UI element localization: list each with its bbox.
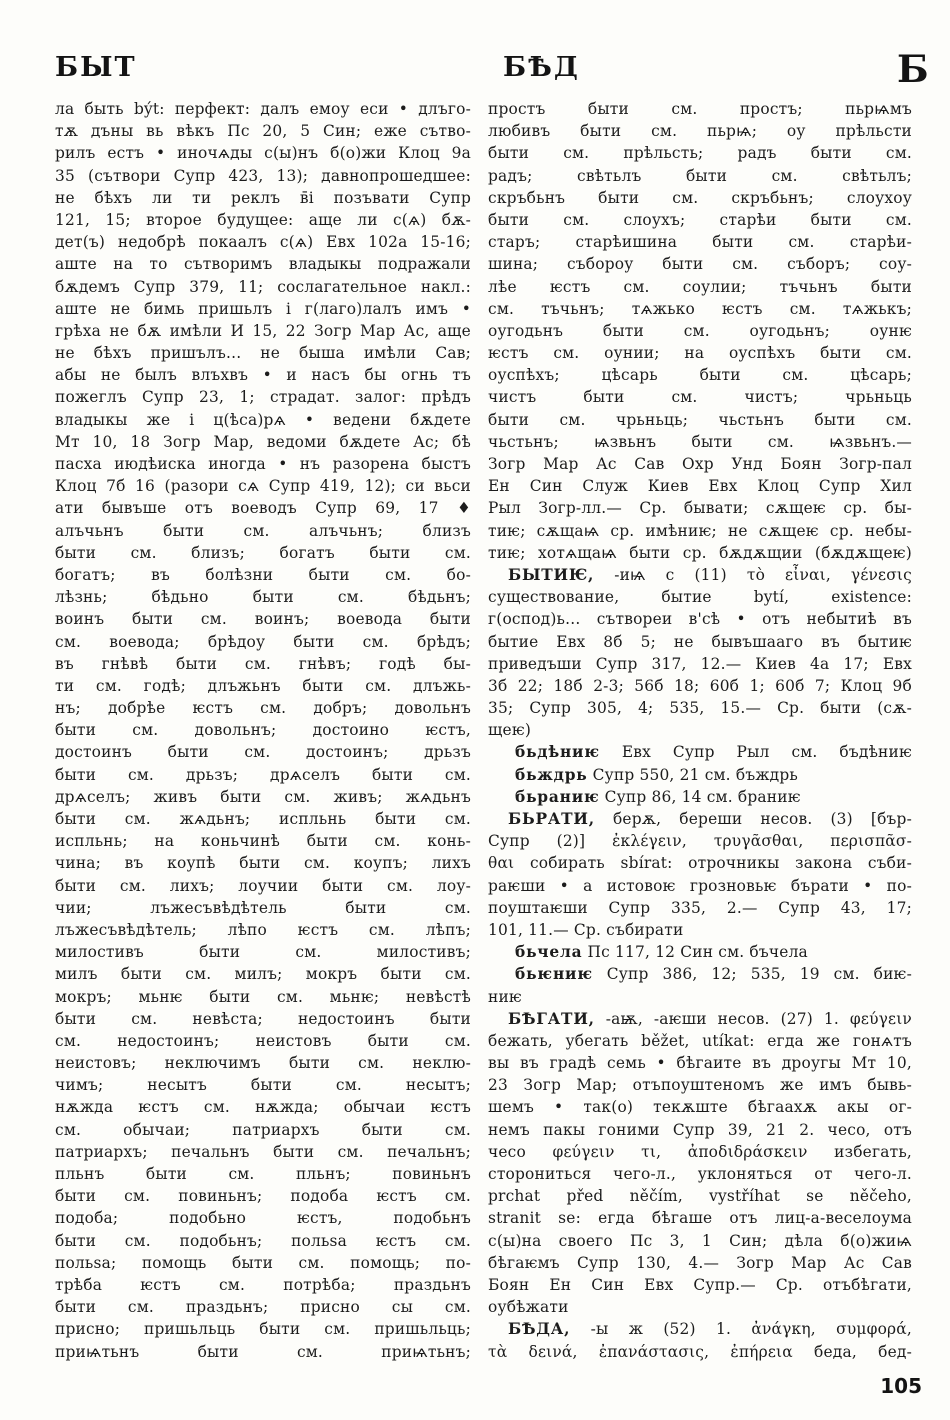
text-line: prchat před něčím, vystříhat se něčeho, — [488, 1187, 912, 1206]
text-line: алъчьнъ быти см. алъчьнъ; близъ — [55, 521, 471, 540]
text-line: достоинъ быти см. достоинъ; дрьзъ — [55, 743, 471, 762]
text-line: скръбьнъ быти см. скръбьнъ; слоухоу — [488, 188, 912, 207]
text-line: мокръ; мьнѥ быти см. мьнѥ; невѣстѣ — [55, 987, 471, 1006]
text-line: ти см. годѣ; длъжьнъ быти см. длъжь- — [55, 676, 471, 695]
text-line: радъ; свѣтьлъ быти см. свѣтьлъ; — [488, 166, 912, 185]
headword: БѢГАТИ, — [508, 1009, 595, 1028]
text-line: stranit se: егда бѣгаше отъ лиц-а-веселоума — [488, 1209, 912, 1228]
text-line: БЬРАТИ, берѫ, береши несов. (3) [бър- — [508, 810, 912, 828]
text-line: шина; събороу быти см. съборъ; соу- — [488, 255, 912, 274]
text-line: грѣха не бѫ имѣли И 15, 22 Зогр Мар Ас, аще — [55, 321, 471, 340]
text-line: поуштаѥши Супр 335, 2.— Супр 43, 17; — [488, 898, 912, 917]
text-line: быти см. чрьньць; чьстьнъ быти см. — [488, 410, 912, 429]
text-line: любивъ быти см. пьрѩ; оу прѣльсти — [488, 122, 912, 141]
headword: бьчела — [515, 943, 583, 962]
text-line: сторониться чего-л., уклоняться от чего-л. — [488, 1165, 912, 1183]
headword: БѢДА, — [508, 1320, 571, 1339]
text-line: нѫжда ѥстъ см. нѫжда; обычаи ѥстъ — [55, 1098, 471, 1117]
text-line: пасха июдѣиска иногда • нъ разорена быстъ — [55, 455, 471, 473]
text-line: шемъ • так(о) текѫште бѣгаахѫ акы ог- — [488, 1098, 912, 1117]
text-line: щеѥ) — [488, 721, 532, 740]
guide-word-left: БЫТ — [55, 52, 137, 83]
text-line: с(ы)на своего Пс 3, 1 Син; дѣла б(о)жиѩ — [488, 1231, 912, 1250]
headword: бьждрь — [515, 765, 588, 784]
headword: бьѥниѥ — [515, 965, 593, 984]
text-line: бѫдемъ Супр 379, 11; сослагательное накл.: — [55, 277, 471, 296]
text-line: раѥши • а истовоѥ грозновьѥ бърати • по- — [488, 876, 912, 895]
text-line: лѣзнь; бѣдьно быти см. бѣдьнъ; — [55, 588, 471, 607]
text-line: патриархъ; печальнъ быти см. печальнъ; — [55, 1142, 471, 1161]
text-line: быти см. близъ; богатъ быти см. — [55, 543, 471, 562]
text-line: владыкы же і ц(ѣса)рѧ • ведени бѫдете — [55, 410, 471, 429]
headword: бьраниѥ — [515, 787, 600, 806]
text-line: испльнь; на коньчинѣ быти см. конь- — [55, 832, 471, 851]
text-line: не бѣхъ ли ти реклъ в̄і позъвати Супр — [55, 188, 471, 207]
text-line: Ен Син Служ Киев Евх Клоц Супр Хил — [488, 477, 912, 496]
text-line: не бѣхъ пришълъ... не быша имѣли Сав; — [55, 344, 471, 363]
headword: бьдѣниѥ — [515, 743, 600, 762]
text-line: въ гнѣвѣ быти см. гнѣвъ; годѣ бы- — [55, 654, 471, 673]
text-line: Мт 10, 18 Зогр Мар, ведоми бѫдете Ас; бѣ — [55, 432, 471, 451]
text-line: милъ быти см. милъ; мокръ быти см. — [55, 965, 471, 984]
section-letter: Б — [897, 47, 929, 91]
text-line: бежать, убегать běžet, utíkat: егда же гонѧтъ — [488, 1031, 912, 1050]
text-line: присно; пришьльць быти см. пришьльць; — [55, 1320, 471, 1339]
left-text-column — [55, 98, 471, 1363]
text-line: подоба; подобьно ѥстъ, подобьнъ — [55, 1209, 471, 1228]
text-line: 23 Зогр Мар; отъпоуштеномъ же имъ бывь- — [488, 1076, 912, 1095]
text-line: чии; лъжесъвѣдѣтель быти см. — [55, 898, 471, 917]
text-line: дет(ъ) недобрѣ покаалъ с(ѧ) Евх 102а 15-16; — [55, 233, 471, 252]
text-line: БѢДА, -ы ж (52) 1. ἀνάγκη, συμφορά, — [508, 1320, 912, 1339]
text-line: быти см. жѧдьнъ; испльнь быти см. — [55, 810, 471, 828]
text-line: бытие Евх 8б 5; не бывъшааго въ бытиѥ — [488, 632, 912, 651]
text-line: θαι собирать sbírat: отрочникы закона съби- — [488, 854, 912, 873]
page-number: 105 — [880, 1374, 922, 1398]
text-line: трѣба ѥстъ см. потрѣба; праздьнъ — [55, 1275, 471, 1294]
text-line: немъ пакы гоними Супр 39, 21 2. чесо, отъ — [488, 1120, 912, 1139]
text-line: оуспѣхъ; цѣсарь быти см. цѣсарь; — [488, 366, 912, 385]
text-line: старъ; старѣишина быти см. старѣи- — [488, 233, 912, 252]
text-line: приѩтьнъ быти см. приѩтьнъ; — [55, 1342, 471, 1361]
headword: БЫТИѤ, — [508, 565, 595, 584]
text-line: оугодьнъ быти см. оугодьнъ; оунѥ — [488, 321, 912, 340]
text-line: дрѧселъ; живъ быти см. живъ; жѧдьнъ — [55, 787, 471, 806]
text-line: БЫТИѤ, -иѩ с (11) τὸ εἶναι, γένεσις — [508, 565, 912, 584]
text-line: 35; Супр 305, 4; 535, 15.— Ср. быти (сѫ- — [488, 699, 912, 718]
text-line: быти см. невѣста; недостоинъ быти — [55, 1009, 471, 1028]
text-line: чина; въ коупѣ быти см. коупъ; лихъ — [55, 854, 471, 873]
text-line: см. недостоинъ; неистовъ быти см. — [55, 1031, 471, 1050]
text-line: Рыл Зогр-лл.— Ср. бывати; сѫщеѥ ср. бы- — [488, 499, 912, 518]
text-line: быти см. повиньнъ; подоба ѥстъ см. — [55, 1187, 471, 1206]
headword: БЬРАТИ, — [508, 810, 595, 828]
text-line: тѫ дъны вь вѣкъ Пс 20, 5 Син; еже сътво- — [55, 122, 471, 141]
text-line: Зогр Мар Ас Сав Охр Унд Боян Зогр-пал — [488, 455, 912, 473]
text-line: бьчела Пс 117, 12 Син см. бъчела — [515, 943, 808, 962]
text-line: быти см. довольнъ; достоино ѥстъ, — [55, 721, 471, 740]
text-line: чесо φεύγειν τι, ἀποδιδράσκειν избегать, — [488, 1142, 912, 1161]
text-line: оубѣжати — [488, 1298, 569, 1317]
text-line: пожеглъ Супр 23, 1; страдат. залог: прѣдъ — [55, 388, 471, 407]
text-line: аште не бимь пришьлъ і г(лаго)лалъ имъ • — [55, 299, 471, 318]
text-line: см. обычаи; патриархъ быти см. — [55, 1120, 471, 1139]
text-line: бѣгаѥмъ Супр 130, 4.— Зогр Мар Ас Сав — [488, 1253, 912, 1272]
text-line: БѢГАТИ, -аѭ, -аѥши несов. (27) 1. φεύγειν — [508, 1009, 912, 1028]
text-line: бьдѣниѥ Евх Супр Рыл см. бъдѣниѥ — [515, 743, 912, 762]
text-line: существование, бытие bytí, existence: — [488, 588, 912, 607]
text-line: быти см. прѣльсть; радъ быти см. — [488, 144, 912, 163]
text-line: чимъ; несытъ быти см. несытъ; — [55, 1076, 471, 1095]
text-line: 101, 11.— Ср. събирати — [488, 920, 684, 939]
text-line: рилъ естъ • иночѧды с(ы)нъ б(о)жи Клоц 9а — [55, 144, 471, 163]
text-line: быти см. праздьнъ; присно сы см. — [55, 1298, 471, 1317]
text-line: быти см. подобьнъ; польѕа ѥстъ см. — [55, 1231, 471, 1250]
text-line: 121, 15; второе будущее: аще ли с(ѧ) бѫ- — [55, 210, 471, 229]
text-line: Супр (2)] ἐκλέγειν, τρυγᾶσθαι, περισπᾶσ- — [488, 832, 912, 851]
text-line: приведъши Супр 317, 12.— Киев 4а 17; Евх — [488, 654, 912, 673]
text-line: пльнъ быти см. пльнъ; повиньнъ — [55, 1165, 471, 1183]
text-line: ла быть být: перфект: далъ емоу еси • длъго- — [55, 100, 471, 118]
text-line: польѕа; помощь быти см. помощь; по- — [55, 1253, 471, 1272]
text-line: быти см. слоухъ; старѣи быти см. — [488, 210, 912, 229]
text-line: тиѥ; хотѧщаѩ быти ср. бѫдѫщии (бѫдѫщеѥ) — [488, 543, 912, 562]
text-line: бьждрь Супр 550, 21 см. бъждрь — [515, 765, 798, 784]
text-line: 3б 22; 18б 2-3; 56б 18; 60б 1; 60б 7; Клоц 9б — [488, 676, 912, 695]
text-line: вы въ градѣ семь • бѣгаите въ дроугы Мт 10, — [488, 1054, 912, 1073]
text-line: Боян Ен Син Евх Супр.— Ср. отъбѣгати, — [488, 1275, 912, 1294]
text-line: ѥстъ см. оунии; на оуспѣхъ быти см. — [488, 344, 912, 363]
text-line: нъ; добрѣе ѥстъ см. добръ; довольнъ — [55, 699, 471, 718]
text-line: Клоц 7б 16 (разори сѧ Супр 419, 12); си вьси — [55, 477, 471, 496]
text-line: чьстьнъ; ѩзвьнъ быти см. ѩзвьнъ.— — [488, 432, 912, 451]
text-line: 35 (сътвори Супр 423, 13); давнопрошедшее: — [55, 166, 471, 185]
text-line: см. тъчьнъ; тѧжько ѥстъ см. тѧжькъ; — [488, 299, 912, 318]
text-line: ати бывъше отъ воеводъ Супр 69, 17 ♦ — [55, 499, 471, 518]
text-line: чистъ быти см. чистъ; чрьньць — [488, 388, 912, 407]
text-line: быти см. лихъ; лоучии быти см. лоу- — [55, 876, 471, 895]
text-line: лъжесъвѣдѣтель; лѣпо ѥстъ см. лѣпъ; — [55, 920, 471, 939]
text-line: простъ быти см. простъ; пьрѩмъ — [488, 100, 912, 118]
text-line: воинъ быти см. воинъ; воевода быти — [55, 610, 471, 629]
right-text-column — [488, 98, 912, 1363]
text-line: бьѥниѥ Супр 386, 12; 535, 19 см. биѥ- — [515, 965, 912, 984]
text-line: ниѥ — [488, 987, 522, 1006]
text-line: г(оспод)ь... сътвореи в'сѣ • отъ небытиѣ въ — [488, 610, 912, 629]
text-line: неистовъ; неключимъ быти см. неклю- — [55, 1054, 471, 1073]
text-line: абы не былъ влъхвъ • и насъ бы огнь тъ — [55, 366, 471, 385]
text-line: богатъ; въ болѣзни быти см. бо- — [55, 565, 471, 584]
text-line: бьраниѥ Супр 86, 14 см. браниѥ — [515, 787, 801, 806]
text-line: см. воевода; брѣдоу быти см. брѣдъ; — [55, 632, 471, 651]
text-line: быти см. дрьзъ; дрѧселъ быти см. — [55, 765, 471, 784]
text-line: τὰ δεινά, ἐπανάστασις, ἐπήρεια беда, бед- — [488, 1342, 912, 1361]
guide-word-center: БѢД — [503, 52, 580, 83]
text-line: милостивъ быти см. милостивъ; — [55, 943, 471, 962]
text-line: тиѥ; сѫщаѩ ср. имѣниѥ; не сѫщеѥ ср. небы- — [488, 521, 912, 540]
text-line: аште на то сътворимъ владыкы подражали — [55, 255, 471, 274]
text-line: лѣе ѥстъ см. соулии; тъчьнъ быти — [488, 277, 912, 296]
